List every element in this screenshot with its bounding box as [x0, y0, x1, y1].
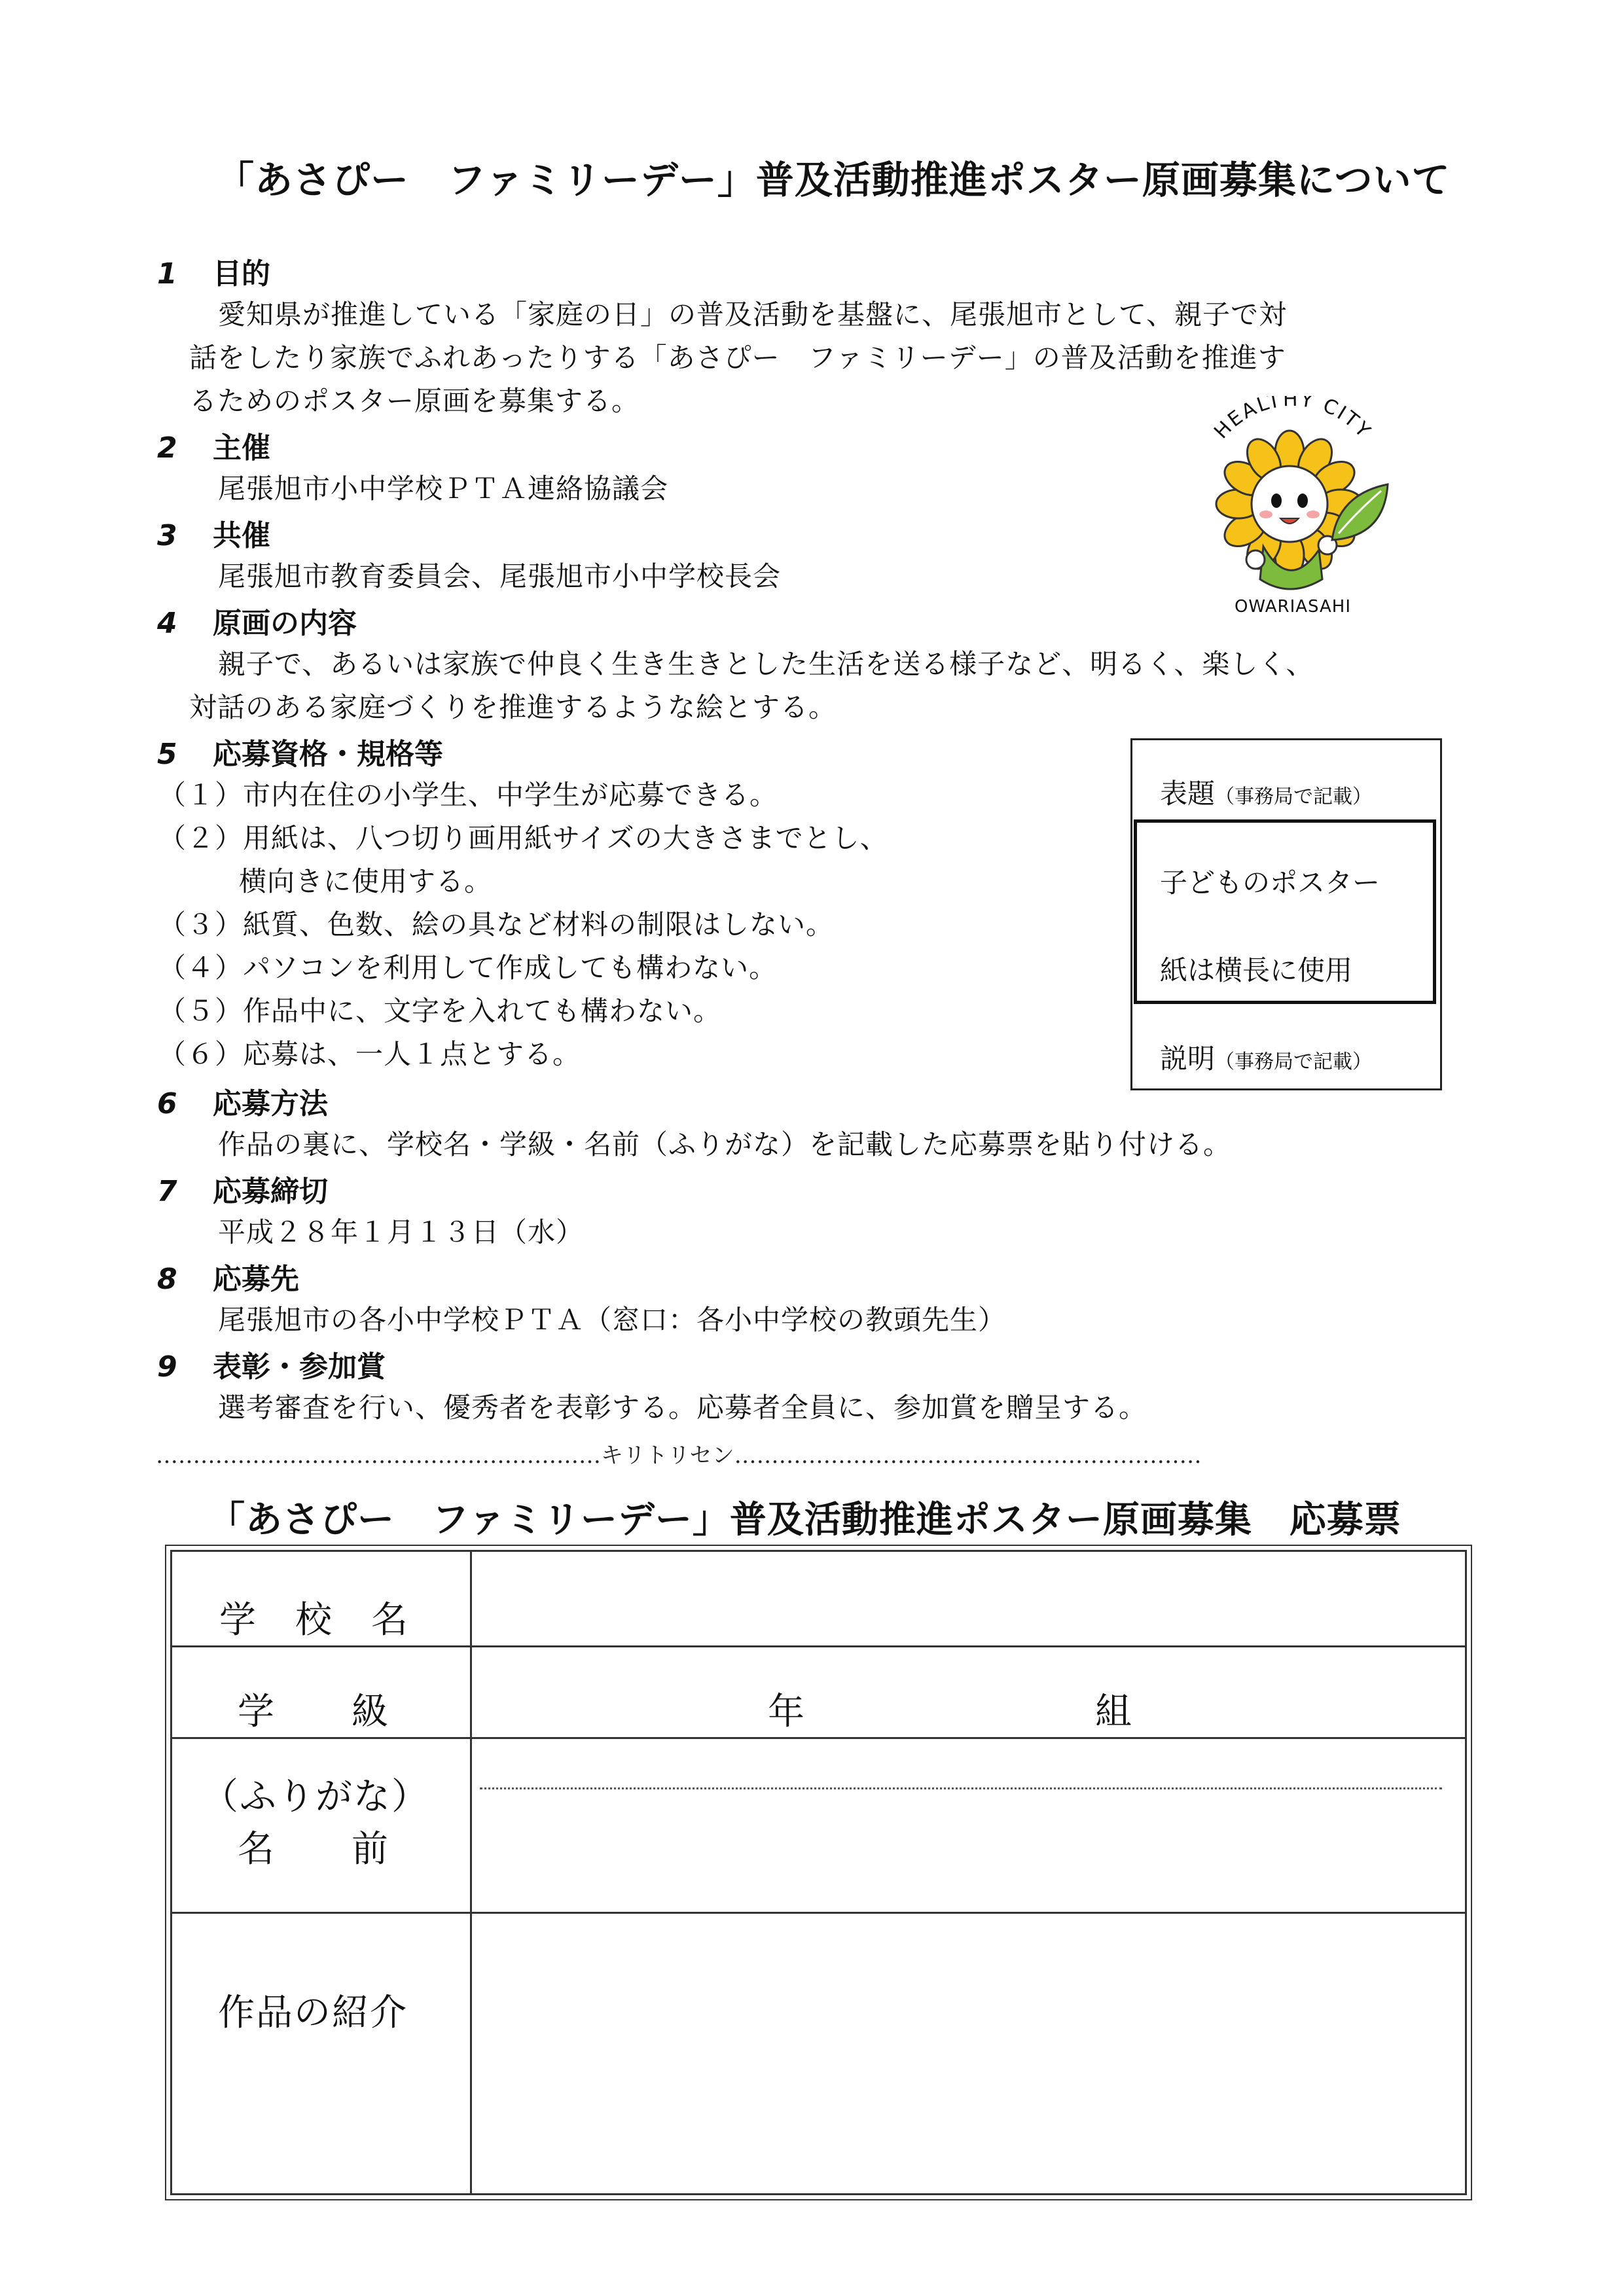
eligibility-item-4: （４）パソコンを利用して作成しても構わない。 — [158, 952, 778, 984]
cut-line-dots-right: ……………………………………………………… — [734, 1443, 1202, 1469]
section-number: 4 — [157, 607, 177, 640]
section-title: 応募締切 — [213, 1175, 328, 1208]
logo-top-text: HEALTHY CITY — [1210, 396, 1376, 444]
eligibility-item-5: （５）作品中に、文字を入れても構わない。 — [158, 995, 722, 1027]
co-organizer-text: 尾張旭市教育委員会、尾張旭市小中学校長会 — [218, 560, 782, 592]
section-number: 7 — [157, 1175, 177, 1208]
eligibility-item-1: （１）市内在住の小学生、中学生が応募できる。 — [158, 779, 778, 811]
poster-line-child: 子どものポスター — [1160, 867, 1380, 899]
year-label: 年 — [768, 1691, 806, 1733]
form-row-divider — [172, 1645, 1465, 1647]
section-heading-content — [157, 600, 357, 641]
section-number: 3 — [157, 519, 177, 552]
section-heading-organizer — [157, 424, 270, 466]
section-title: 応募先 — [213, 1263, 299, 1296]
cut-line-dots-left: …………………………………………………… — [156, 1443, 601, 1469]
section-heading-deadline — [157, 1168, 328, 1210]
cut-line-label: キリトリセン — [601, 1443, 734, 1469]
section-heading-method — [157, 1080, 328, 1122]
organizer-text: 尾張旭市小中学校ＰＴＡ連絡協議会 — [218, 473, 669, 505]
section-title: 応募方法 — [213, 1087, 328, 1121]
form-row-divider — [172, 1912, 1465, 1914]
form-row-divider — [172, 1737, 1465, 1739]
purpose-line-2: 話をしたり家族でふれあったりする「あさぴー ファミリーデー」の普及活動を推進す — [189, 342, 1286, 374]
furigana-label: （ふりがな） — [202, 1776, 429, 1818]
section-heading-destination — [157, 1255, 299, 1297]
section-heading-eligibility — [157, 730, 443, 772]
section-title: 応募資格・規格等 — [213, 738, 443, 771]
poster-title-label: 表題（事務局で記載） — [1160, 778, 1373, 810]
section-number: 9 — [157, 1350, 177, 1384]
form-divider — [470, 1552, 472, 2193]
name-label: 名 前 — [238, 1828, 389, 1871]
eligibility-item-2-cont: 横向きに使用する。 — [239, 865, 493, 897]
school-name-label: 学 校 名 — [219, 1599, 409, 1641]
class-label: 学 級 — [238, 1691, 389, 1733]
furigana-dotted-line — [480, 1787, 1442, 1789]
entry-form-table — [170, 1550, 1467, 2195]
section-title: 目的 — [213, 257, 270, 291]
group-label: 組 — [1095, 1691, 1133, 1733]
eligibility-item-2: （２）用紙は、八つ切り画用紙サイズの大きさまでとし、 — [158, 822, 888, 854]
eligibility-item-6: （６）応募は、一人１点とする。 — [158, 1038, 581, 1070]
purpose-line-3: るためのポスター原画を募集する。 — [189, 385, 640, 417]
section-title: 主催 — [213, 431, 270, 465]
section-title: 原画の内容 — [213, 607, 357, 640]
section-title: 共催 — [213, 519, 270, 552]
eligibility-item-3: （３）紙質、色数、絵の具など材料の制限はしない。 — [158, 908, 835, 941]
award-text: 選考審査を行い、優秀者を表彰する。応募者全員に、参加賞を贈呈する。 — [218, 1391, 1147, 1424]
work-introduction-label: 作品の紹介 — [218, 1992, 408, 2034]
poster-line-landscape: 紙は横長に使用 — [1160, 954, 1353, 986]
section-heading-award — [157, 1343, 386, 1385]
section-number: 2 — [157, 431, 177, 465]
healthy-city-logo — [1172, 396, 1414, 619]
section-number: 5 — [157, 738, 177, 771]
purpose-line-1: 愛知県が推進している「家庭の日」の普及活動を基盤に、尾張旭市として、親子で対 — [218, 298, 1288, 331]
section-title: 表彰・参加賞 — [213, 1350, 386, 1384]
form-title: 「あさぴー ファミリーデー」普及活動推進ポスター原画募集 応募票 — [208, 1499, 1401, 1541]
logo-bottom-text: OWARIASAHI — [1234, 597, 1352, 617]
section-heading-purpose — [157, 250, 270, 292]
section-number: 6 — [157, 1087, 177, 1121]
deadline-text: 平成２８年１月１３日（水） — [218, 1216, 585, 1248]
destination-text: 尾張旭市の各小中学校ＰＴＡ（窓口：各小中学校の教頭先生） — [218, 1304, 1007, 1336]
section-heading-co-organizer — [157, 512, 270, 554]
page-title: 「あさぴー ファミリーデー」普及活動推進ポスター原画募集について — [216, 158, 1451, 202]
content-line-1: 親子で、あるいは家族で仲良く生き生きとした生活を送る様子など、明るく、楽しく、 — [218, 648, 1314, 680]
cut-line — [156, 1437, 1465, 1469]
content-line-2: 対話のある家庭づくりを推進するような絵とする。 — [189, 691, 837, 723]
poster-desc-label: 説明（事務局で記載） — [1160, 1043, 1373, 1075]
section-number: 1 — [157, 257, 177, 291]
section-number: 8 — [157, 1263, 177, 1296]
sunflower-mascot-icon — [1172, 396, 1414, 619]
method-text: 作品の裏に、学校名・学級・名前（ふりがな）を記載した応募票を貼り付ける。 — [218, 1128, 1232, 1160]
